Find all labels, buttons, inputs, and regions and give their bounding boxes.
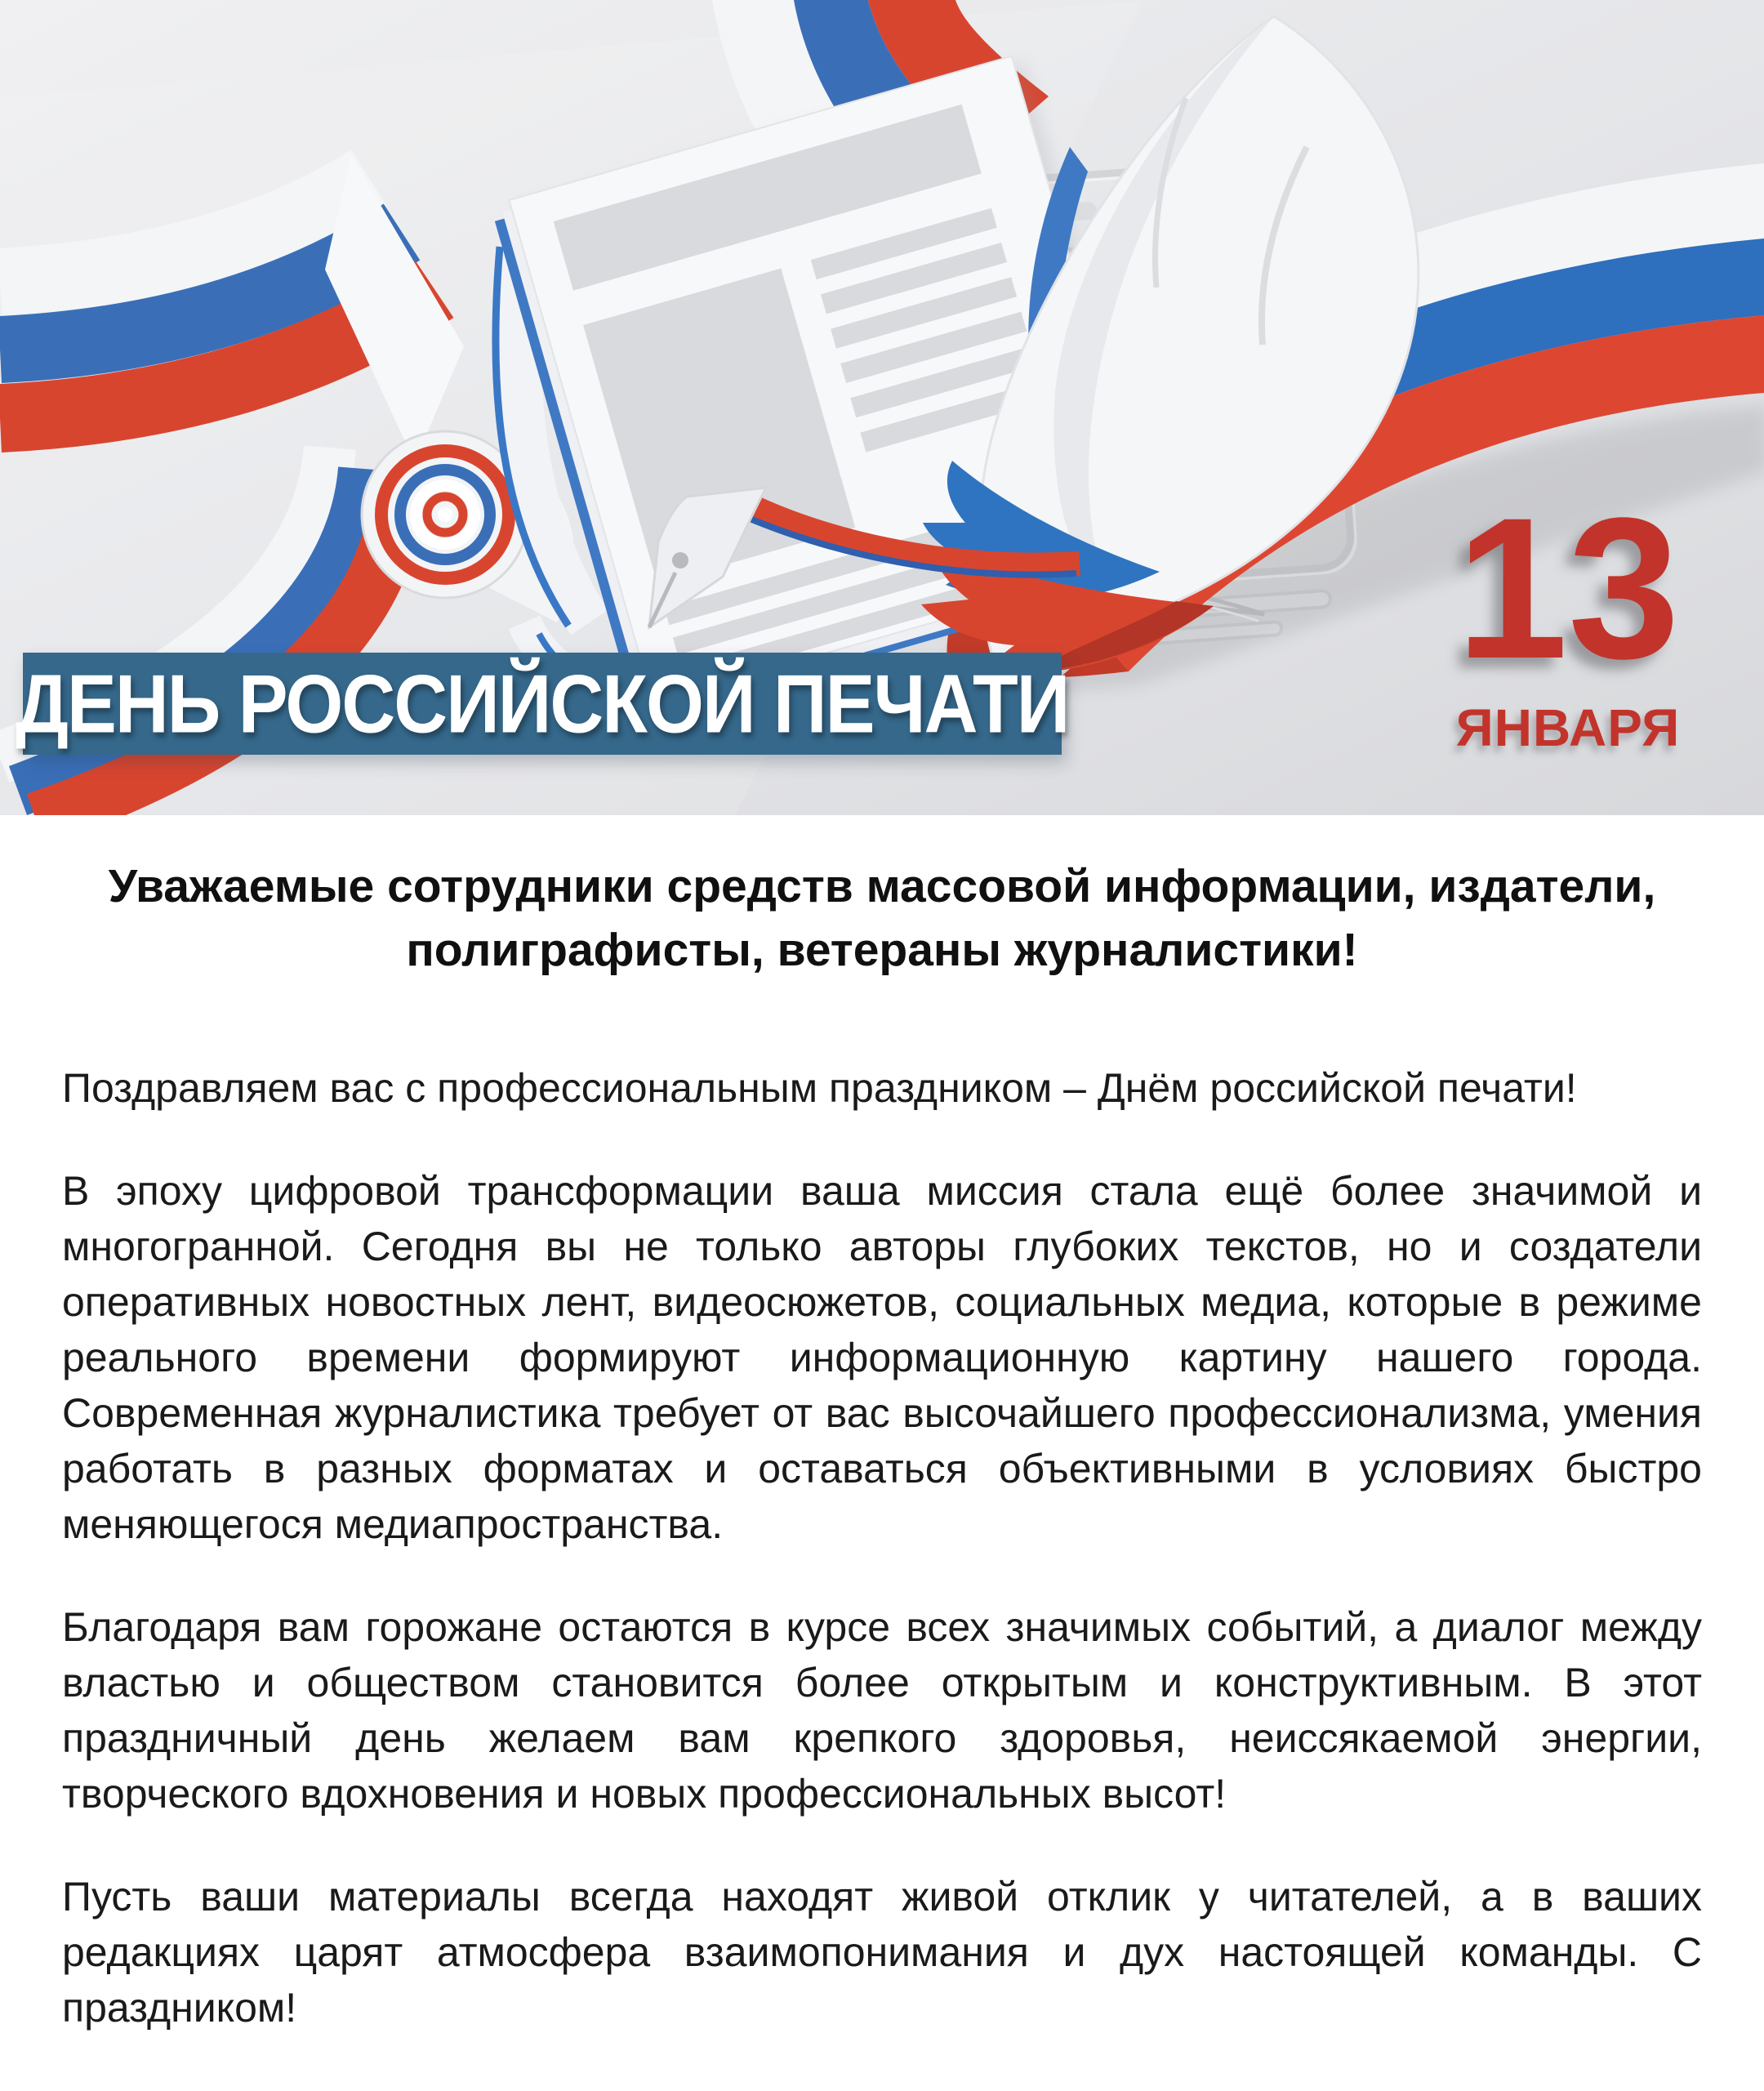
date-block [1444, 476, 1692, 758]
greeting-paragraph: Благодаря вам горожане остаются в курсе всех значимых событий, а диалог между властью и обществом становится более открытым и конструктивным. В этот праздничный день желаем вам крепкого здоровья, неиссякаемой энергии, творческого вдохновения и новых профессиональных высот! [62, 1604, 1702, 1817]
title-banner [16, 653, 1069, 755]
greeting-heading: Уважаемые сотрудники средств массовой информации, издатели, полиграфисты, ветераны журналистики! [108, 860, 1656, 976]
greeting-paragraph: Пусть ваши материалы всегда находят живой отклик у читателей, а в ваших редакциях царят атмосфера взаимопонимания и дух настоящей команды. С праздником! [62, 1874, 1702, 2031]
greeting-paragraph: Поздравляем вас с профессиональным праздником – Днём российской печати! [62, 1065, 1577, 1111]
hero-header [0, 0, 1764, 815]
greeting-paragraph: В эпоху цифровой трансформации ваша миссия стала ещё более значимой и многогранной. Сегодня вы не только авторы глубоких текстов, но и создатели оперативных новостных лент, видеосюжетов, социальных медиа, которые в режиме реального времени формируют информационную картину нашего города. Современная журналистика требует от вас высочайшего профессионализма, умения работать в разных форматах и оставаться объективными в условиях быстро меняющегося медиапространства. [62, 1168, 1702, 1547]
greeting-content [0, 854, 1764, 2035]
date-day: 13 [1456, 476, 1680, 701]
banner-title-text: ДЕНЬ РОССИЙСКОЙ ПЕЧАТИ [16, 657, 1069, 750]
greeting-paragraphs [62, 1060, 1702, 2035]
date-month: ЯНВАРЯ [1455, 698, 1681, 757]
